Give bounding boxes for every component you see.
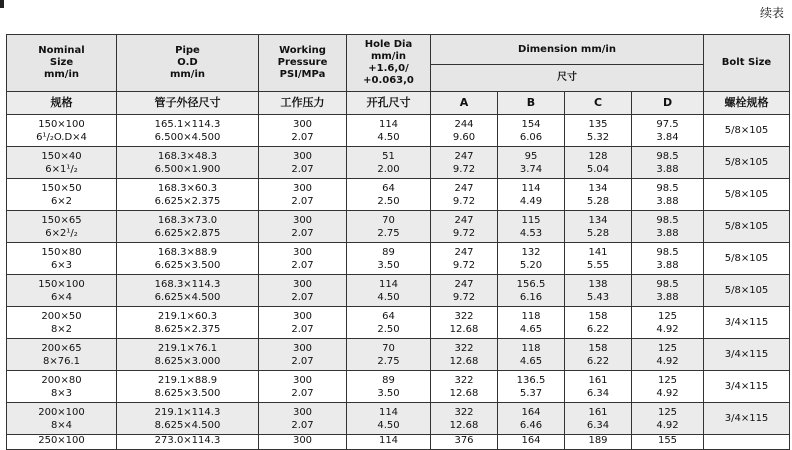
- cell-pressure: 300 2.07: [259, 307, 347, 339]
- cell-c: 189: [565, 435, 632, 450]
- cell-b: 115 4.53: [498, 211, 565, 243]
- cell-pipe-od: 219.1×114.3 8.625×4.500: [117, 403, 259, 435]
- cell-pipe-od: 168.3×60.3 6.625×2.375: [117, 179, 259, 211]
- table-row: [7, 339, 790, 371]
- cell-a: 247 9.72: [431, 179, 498, 211]
- table-row: [7, 179, 790, 211]
- header-nominal-size: Nominal Size mm/in: [7, 35, 117, 92]
- cell-bolt-size: 5/8×105: [704, 179, 790, 211]
- cell-hole-dia: 89 3.50: [347, 371, 431, 403]
- cell-pipe-od: 168.3×73.0 6.625×2.875: [117, 211, 259, 243]
- cell-d: 98.5 3.88: [632, 179, 704, 211]
- cell-size: 150×80 6×3: [7, 243, 117, 275]
- table-row: [7, 243, 790, 275]
- header-cn-spec: 规格: [7, 92, 117, 115]
- cell-bolt-size: 5/8×105: [704, 211, 790, 243]
- header-cn-od: 管子外径尺寸: [117, 92, 259, 115]
- cell-d: 125 4.92: [632, 307, 704, 339]
- cell-bolt-size: 3/4×115: [704, 371, 790, 403]
- cell-a: 247 9.72: [431, 243, 498, 275]
- cell-c: 134 5.28: [565, 211, 632, 243]
- cell-hole-dia: 70 2.75: [347, 339, 431, 371]
- cell-bolt-size: [704, 435, 790, 450]
- cell-d: 125 4.92: [632, 371, 704, 403]
- cell-c: 135 5.32: [565, 115, 632, 147]
- cell-size: 150×65 6×2¹/₂: [7, 211, 117, 243]
- cell-size: 200×100 8×4: [7, 403, 117, 435]
- cell-d: 98.5 3.88: [632, 147, 704, 179]
- cell-b: 164: [498, 435, 565, 450]
- header-col-d: D: [632, 92, 704, 115]
- cell-pressure: 300 2.07: [259, 339, 347, 371]
- header-dimension: Dimension mm/in: [431, 35, 704, 65]
- cell-a: 247 9.72: [431, 211, 498, 243]
- cell-pipe-od: 168.3×88.9 6.625×3.500: [117, 243, 259, 275]
- cell-pipe-od: 219.1×88.9 8.625×3.500: [117, 371, 259, 403]
- cell-hole-dia: 64 2.50: [347, 179, 431, 211]
- cell-pipe-od: 168.3×48.3 6.500×1.900: [117, 147, 259, 179]
- header-col-c: C: [565, 92, 632, 115]
- header-cn-bolt: 螺栓规格: [704, 92, 790, 115]
- cell-b: 132 5.20: [498, 243, 565, 275]
- cell-d: 155: [632, 435, 704, 450]
- cell-pressure: 300 2.07: [259, 243, 347, 275]
- corner-marker: [0, 0, 4, 8]
- header-cn-pressure: 工作压力: [259, 92, 347, 115]
- cell-d: 98.5 3.88: [632, 275, 704, 307]
- cell-bolt-size: 5/8×105: [704, 275, 790, 307]
- table-row: [7, 211, 790, 243]
- cell-pressure: 300: [259, 435, 347, 450]
- cell-size: 150×100 6×4: [7, 275, 117, 307]
- cell-size: 150×100 6¹/₂O.D×4: [7, 115, 117, 147]
- cell-b: 95 3.74: [498, 147, 565, 179]
- cell-b: 156.5 6.16: [498, 275, 565, 307]
- table-row: [7, 275, 790, 307]
- cell-a: 247 9.72: [431, 275, 498, 307]
- cell-d: 98.5 3.88: [632, 243, 704, 275]
- header-hole-dia: Hole Dia mm/in +1.6,0/ +0.063,0: [347, 35, 431, 92]
- cell-c: 158 6.22: [565, 307, 632, 339]
- cell-c: 134 5.28: [565, 179, 632, 211]
- cell-d: 125 4.92: [632, 403, 704, 435]
- cell-pressure: 300 2.07: [259, 275, 347, 307]
- cell-hole-dia: 114 4.50: [347, 115, 431, 147]
- cell-c: 161 6.34: [565, 403, 632, 435]
- cell-d: 125 4.92: [632, 339, 704, 371]
- cell-hole-dia: 64 2.50: [347, 307, 431, 339]
- continued-label: 续表: [759, 6, 784, 20]
- cell-bolt-size: 5/8×105: [704, 115, 790, 147]
- cell-hole-dia: 89 3.50: [347, 243, 431, 275]
- header-dimension-cn: 尺寸: [431, 65, 704, 92]
- cell-d: 98.5 3.88: [632, 211, 704, 243]
- cell-pipe-od: 168.3×114.3 6.625×4.500: [117, 275, 259, 307]
- cell-a: 322 12.68: [431, 403, 498, 435]
- cell-hole-dia: 114 4.50: [347, 403, 431, 435]
- cell-b: 118 4.65: [498, 339, 565, 371]
- cell-size: 150×50 6×2: [7, 179, 117, 211]
- table-row: [7, 307, 790, 339]
- cell-pressure: 300 2.07: [259, 211, 347, 243]
- cell-a: 322 12.68: [431, 307, 498, 339]
- cell-b: 118 4.65: [498, 307, 565, 339]
- cell-pipe-od: 165.1×114.3 6.500×4.500: [117, 115, 259, 147]
- cell-b: 154 6.06: [498, 115, 565, 147]
- table-row: [7, 147, 790, 179]
- cell-a: 322 12.68: [431, 339, 498, 371]
- cell-pipe-od: 219.1×76.1 8.625×3.000: [117, 339, 259, 371]
- header-col-a: A: [431, 92, 498, 115]
- table-row: [7, 115, 790, 147]
- table-row: [7, 435, 790, 450]
- cell-a: 376: [431, 435, 498, 450]
- cell-pipe-od: 273.0×114.3: [117, 435, 259, 450]
- cell-hole-dia: 51 2.00: [347, 147, 431, 179]
- header-working-pressure: Working Pressure PSI/MPa: [259, 35, 347, 92]
- table-row: [7, 403, 790, 435]
- header-cn-hole: 开孔尺寸: [347, 92, 431, 115]
- cell-pipe-od: 219.1×60.3 8.625×2.375: [117, 307, 259, 339]
- cell-bolt-size: 3/4×115: [704, 339, 790, 371]
- cell-pressure: 300 2.07: [259, 115, 347, 147]
- cell-c: 158 6.22: [565, 339, 632, 371]
- cell-bolt-size: 3/4×115: [704, 403, 790, 435]
- cell-a: 247 9.72: [431, 147, 498, 179]
- cell-b: 114 4.49: [498, 179, 565, 211]
- cell-pressure: 300 2.07: [259, 179, 347, 211]
- header-bolt-size: Bolt Size: [704, 35, 790, 92]
- cell-a: 244 9.60: [431, 115, 498, 147]
- cell-c: 161 6.34: [565, 371, 632, 403]
- cell-c: 138 5.43: [565, 275, 632, 307]
- cell-size: 200×50 8×2: [7, 307, 117, 339]
- cell-hole-dia: 114 4.50: [347, 275, 431, 307]
- cell-b: 136.5 5.37: [498, 371, 565, 403]
- cell-pressure: 300 2.07: [259, 371, 347, 403]
- cell-size: 150×40 6×1¹/₂: [7, 147, 117, 179]
- cell-size: 250×100: [7, 435, 117, 450]
- cell-a: 322 12.68: [431, 371, 498, 403]
- cell-size: 200×80 8×3: [7, 371, 117, 403]
- cell-size: 200×65 8×76.1: [7, 339, 117, 371]
- cell-b: 164 6.46: [498, 403, 565, 435]
- cell-d: 97.5 3.84: [632, 115, 704, 147]
- header-pipe-od: Pipe O.D mm/in: [117, 35, 259, 92]
- cell-bolt-size: 3/4×115: [704, 307, 790, 339]
- cell-bolt-size: 5/8×105: [704, 147, 790, 179]
- cell-pressure: 300 2.07: [259, 403, 347, 435]
- table-row: [7, 371, 790, 403]
- cell-hole-dia: 70 2.75: [347, 211, 431, 243]
- cell-pressure: 300 2.07: [259, 147, 347, 179]
- cell-c: 128 5.04: [565, 147, 632, 179]
- cell-c: 141 5.55: [565, 243, 632, 275]
- header-col-b: B: [498, 92, 565, 115]
- cell-bolt-size: 5/8×105: [704, 243, 790, 275]
- cell-hole-dia: 114: [347, 435, 431, 450]
- spec-table: [6, 34, 790, 450]
